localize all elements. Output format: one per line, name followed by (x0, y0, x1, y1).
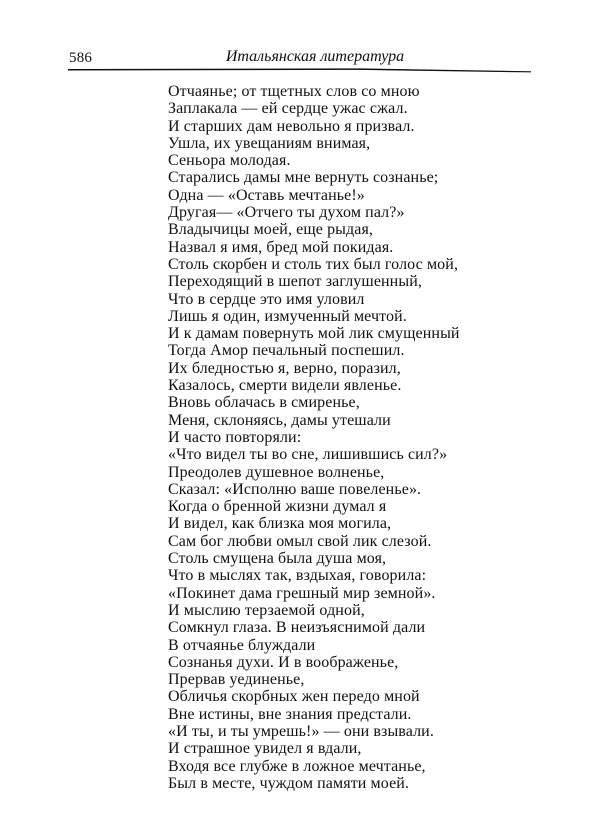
poem-line: Когда о бренной жизни думал я (168, 498, 387, 516)
poem-line: Входя все глубже в ложное мечтанье, (168, 757, 426, 775)
poem-line: Преодолев душевное волненье, (168, 463, 385, 481)
poem-line: Другая— «Отчего ты духом пал?» (168, 204, 405, 222)
poem-line: И старших дам невольно я призвал. (168, 117, 415, 135)
poem-line: Что в мыслях так, вздыхая, говорила: (168, 567, 427, 585)
poem-line: И страшное увидел я вдали, (168, 740, 362, 758)
poem-line: «Покинет дама грешный мир земной». (168, 584, 436, 602)
poem-line: Назвал я имя, бред мой покидая. (168, 238, 394, 256)
poem-line: Ушла, их увещаниям внимая, (168, 134, 371, 152)
poem-line: Владычицы моей, еще рыдая, (168, 221, 374, 239)
poem-line: Сознанья духи. И в воображенье, (168, 653, 399, 671)
poem-line: Сказал: «Исполню ваше повеленье». (168, 480, 422, 498)
poem-line: Тогда Амор печальный поспешил. (168, 342, 405, 360)
poem-line: Что в сердце это имя уловил (168, 290, 365, 308)
poem-line: Одна — «Оставь мечтанье!» (168, 186, 365, 204)
running-title: Итальянская литература (225, 48, 405, 65)
poem-line: Вне истины, вне знания предстали. (168, 705, 412, 723)
poem-line: Переходящий в шепот заглушенный, (168, 273, 422, 291)
poem-line: Казалось, смерти видели явленье. (168, 377, 402, 395)
poem-line: Сомкнул глаза. В неизъяснимой дали (168, 619, 426, 637)
poem-line: «Что видел ты во сне, лишившись сил?» (168, 446, 448, 464)
poem-line: Старались дамы мне вернуть сознанье; (168, 169, 439, 187)
poem-line: Обличья скорбных жен передо мной (168, 688, 420, 706)
poem-line: Заплакала — ей сердце ужас сжал. (168, 100, 408, 118)
poem-line: Меня, склоняясь, дамы утешали (168, 411, 391, 429)
poem-line: Столь смущена была душа моя, (168, 550, 387, 568)
poem-line: Был в месте, чуждом памяти моей. (168, 774, 410, 792)
poem-line: Сам бог любви омыл свой лик слезой. (168, 532, 432, 550)
header-rule (0, 0, 600, 80)
poem-line: Столь скорбен и столь тих был голос мой, (168, 255, 459, 273)
poem-line: В отчаянье блуждали (168, 636, 316, 654)
poem-body (168, 83, 588, 792)
page-number: 586 (69, 50, 93, 66)
poem-line: И к дамам повернуть мой лик смущенный (168, 325, 460, 343)
poem-line: Вновь облачась в смиренье, (168, 394, 360, 412)
poem-line: «И ты, и ты умрешь!» — они взывали. (168, 722, 434, 740)
poem-line: Отчаянье; от тщетных слов со мною (168, 83, 420, 100)
poem-line: И видел, как близка моя могила, (168, 515, 392, 533)
poem-line: И мыслию терзаемой одной, (168, 601, 365, 619)
poem-line: Лишь я один, измученный мечтой. (168, 307, 407, 325)
poem-line: И часто повторяли: (168, 428, 302, 446)
poem-line: Прервав уединенье, (168, 671, 305, 689)
poem-line: Их бледностью я, верно, поразил, (168, 359, 401, 377)
page-header (0, 0, 600, 80)
poem-line: Сеньора молодая. (168, 152, 291, 170)
